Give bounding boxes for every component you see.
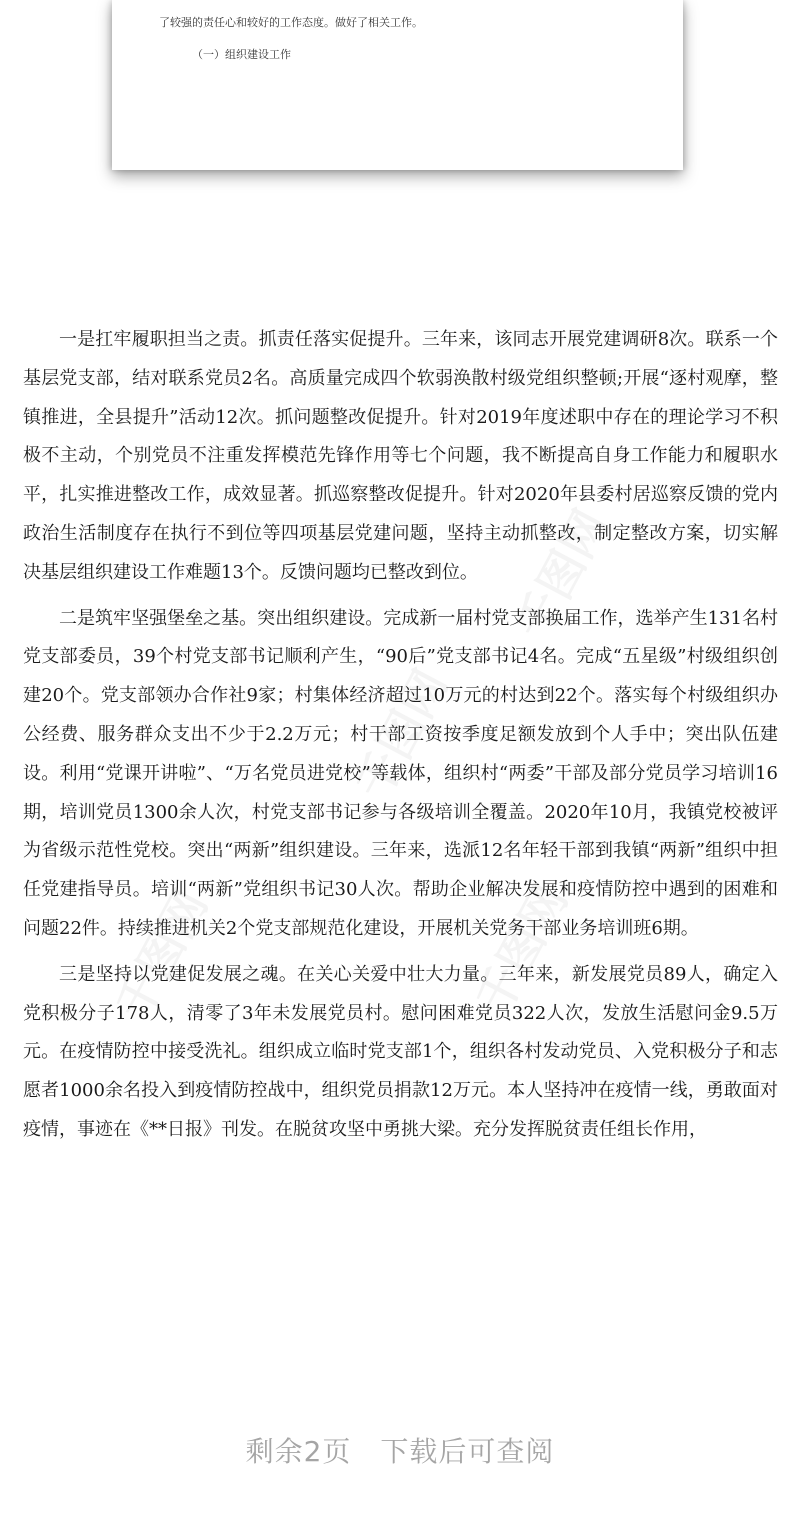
remaining-pages-notice[interactable]: 剩余2页 下载后可查阅	[245, 1435, 555, 1468]
paragraph-2: 二是筑牢坚强堡垒之基。突出组织建设。完成新一届村党支部换届工作，选举产生131名村党支部委员，39个村党支部书记顺利产生，“90后”党支部书记4名。完成“五星级”村级组织创建20个。党支部领办合作社9家；村集体经济超过10万元的村达到22个。落实每个村级组织办公经费、服务群众支出不少于2.2万元；村干部工资按季度足额发放到个人手中；突出队伍建设。利用“党课开讲啦”、“万名党员进党校”等载体，组织村“两委”干部及部分党员学习培训16期，培训党员1300余人次，村党支部书记参与各级培训全覆盖。2020年10月，我镇党校被评为省级示范性党校。突出“两新”组织建设。三年来，选派12名年轻干部到我镇“两新”组织中担任党建指导员。培训“两新”党组织书记30人次。帮助企业解决发展和疫情防控中遇到的困难和问题22件。持续推进机关2个党支部规范化建设，开展机关党务干部业务培训班6期。	[23, 607, 778, 939]
paragraph-3: 三是坚持以党建促发展之魂。在关心关爱中壮大力量。三年来，新发展党员89人，确定入党积极分子178人，清零了3年未发展党员村。慰问困难党员322人次，发放生活慰问金9.5万元。在疫情防控中接受洗礼。组织成立临时党支部1个，组织各村发动党员、入党积极分子和志愿者1000余名投入到疫情防控战中，组织党员捐款12万元。本人坚持冲在疫情一线，勇敢面对疫情，事迹在《**日报》刊发。在脱贫攻坚中勇挑大梁。充分发挥脱贫责任组长作用，	[23, 963, 778, 1140]
paragraph-1: 一是扛牢履职担当之责。抓责任落实促提升。三年来，该同志开展党建调研8次。联系一个基层党支部，结对联系党员2名。高质量完成四个软弱涣散村级党组织整顿;开展“逐村观摩，整镇推进，全县提升”活动12次。抓问题整改促提升。针对2019年度述职中存在的理论学习不积极不主动，个别党员不注重发挥模范先锋作用等七个问题，我不断提高自身工作能力和履职水平，扎实推进整改工作，成效显著。抓巡察整改促提升。针对2020年县委村居巡察反馈的党内政治生活制度存在执行不到位等四项基层党建问题，坚持主动抓整改，制定整改方案，切实解决基层组织建设工作难题13个。反馈问题均已整改到位。	[23, 329, 778, 583]
preview-text-line: 了较强的责任心和较好的工作态度。做好了相关工作。	[159, 16, 423, 29]
preview-section-heading: （一）组织建设工作	[192, 48, 291, 61]
previous-page-preview	[112, 0, 683, 170]
document-body	[23, 321, 778, 1157]
